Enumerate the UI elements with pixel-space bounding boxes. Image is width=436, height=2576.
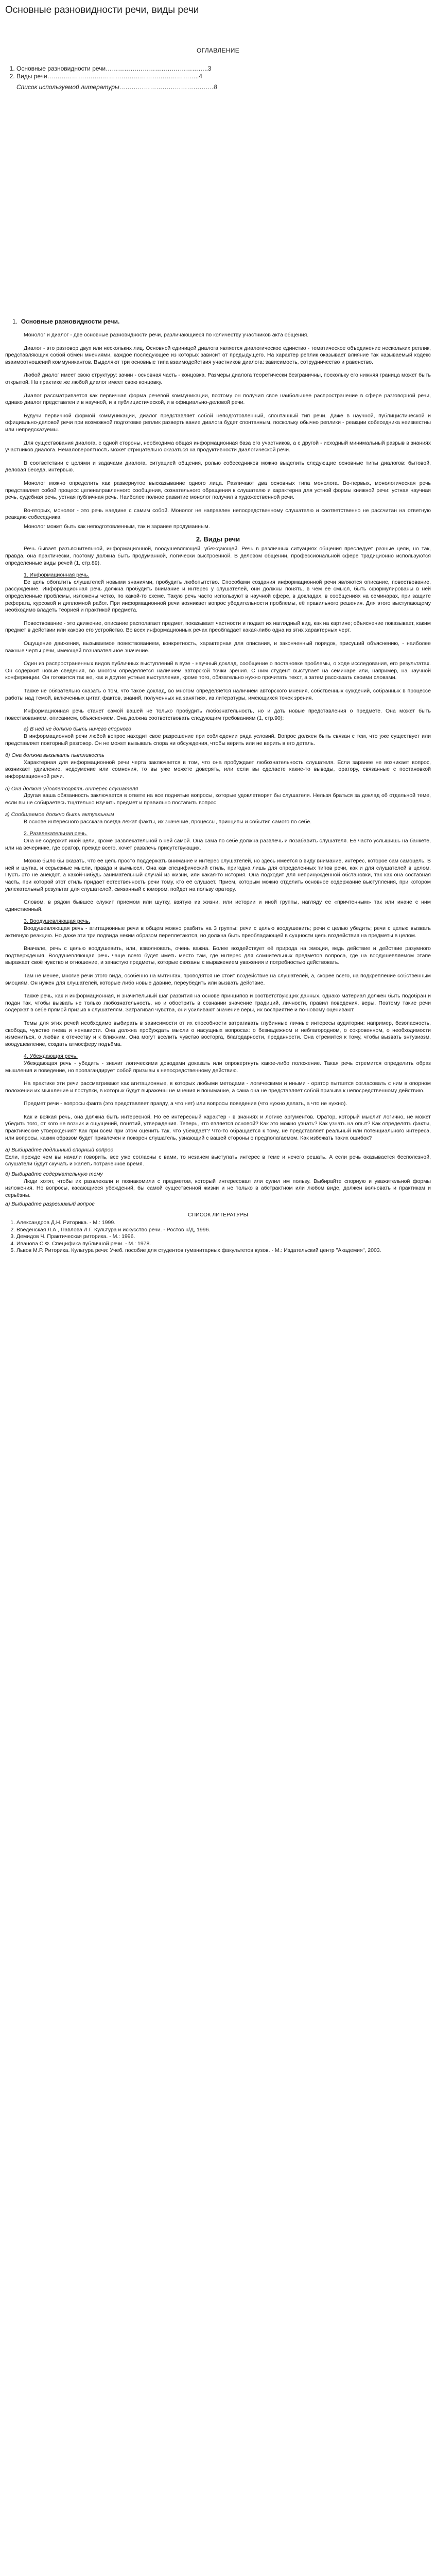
section-1	[5, 318, 431, 530]
paragraph: Речь бывает разъяснительной, информационной, воодушевляющей, убеждающей. Речь в различных ситуациях общения преследует разные цели, но так, правда, она практически, поэтому должна быть продуманной, логически выстроенной. В деловом общении, профессиональной сфере традиционно используются определенные виды речей (1, стр.89).	[5, 546, 431, 566]
paragraph: В информационной речи любой вопрос находит свое разрешение при соблюдении ряда условий. Вопрос должен быть связан с тем, что уже существует или представляет повторный разговор. Он не может вызывать спора ни обсуждения, чтобы верить или не верить в его деталь.	[5, 733, 431, 747]
toc-heading: ОГЛАВЛЕНИЕ	[196, 47, 240, 54]
point-heading: б) Выбирайте содержательную тему	[5, 1171, 103, 1178]
paragraph: Словом, в рядом бывшее служит приемом или шутку, взятую из жизни, или истории и иной группы, нагляду ее «причтенным» так или иначе с ним единственный.	[5, 899, 431, 912]
paragraph: Информационная речь станет самой вашей не только пробудить любознательность, но и дать новые представления о предмете. Она может быть повествованием, описанием, объяснением. Она должна соответствовать следующим требованиям (1, стр.90):	[5, 708, 431, 721]
paragraph: Один из распространенных видов публичных выступлений в вузе - научный доклад, сообщение о постановке проблемы, о ходе исследования, его результатах. Он содержит новые сведения, во многом определяется наличием авторской точки зрения. С ним студент выступает на семинаре или, например, на научной конференции. Он готовится так же, как и другие устные выступления, кроме того, обязательно нужно прочитать текст, а затем рассказать своими словами.	[5, 660, 431, 681]
literature-item: 5. Львов М.Р. Риторика. Культура речи: Учеб. пособие для студентов гуманитарных факультетов вузов. - М.: Издательский центр "Академия", 2003.	[16, 1247, 431, 1255]
point-heading: а) Выбирайте подлинный спорный вопрос	[5, 1147, 113, 1154]
literature-item: 2. Введенская Л.А., Павлова Л.Г. Культура и искусство речи. - Ростов н/Д, 1996.	[16, 1227, 431, 1234]
literature-list	[5, 1219, 431, 1255]
table-of-contents	[5, 46, 431, 91]
paragraph: Также речь, как и информационная, и значительный шаг развития на основе принципов и соответствующих данных, однако материал должен быть подобран и подан так, чтобы вызвать не только любознательность, но и обострить в сознании значение традиций, личности, правил поведения, веры. Поэтому такие речи содержат в себе прямой призыв к слушателям. Затрагивая чувства, они усиливают значение веры, их восприятие и по-новому оценивают.	[5, 993, 431, 1013]
toc-literature[interactable]: Список используемой литературы……………………………………….8	[16, 83, 217, 91]
subsection-heading: 2. Развлекательная речь.	[24, 831, 88, 837]
paragraph: Темы для этих речей необходимо выбирать в зависимости от их способности затрагивать глубинные личные интересы аудитории: например, безопасность, свобода, чувство гнева и ненависти. Она должна пробуждать мысли о насущных вопросах: о безнадежном и неблагородном, о сокровенном, о необходимости измениться, о любви к отечеству и к ближним. Она могут вселить чувство восторга, благодарности, преданности. Она стремится к тому, чтобы вызвать энтузиазм, воодушевление, создать атмосферу подъёма.	[5, 1020, 431, 1047]
paragraph: Любой диалог имеет свою структуру: зачин - основная часть - концовка. Размеры диалога теоретически безграничны, поскольку его нижняя граница может быть открытой. На практике же любой диалог имеет свою концовку.	[5, 372, 431, 385]
paragraph: Монолог может быть как неподготовленным, так и заранее продуманным.	[24, 523, 210, 530]
paragraph: В соответствии с целями и задачами диалога, ситуацией общения, ролью собеседников можно выделить следующие основные типы диалогов: бытовой, деловая беседа, интервью.	[5, 460, 431, 473]
paragraph: Во-вторых, монолог - это речь наедине с самим собой. Монолог не направлен непосредственному слушателю и соответственно не рассчитан на ответную реакцию собеседника.	[5, 507, 431, 521]
subsection-heading: 1. Информационная речь.	[24, 572, 90, 579]
paragraph: Монолог можно определить как развернутое высказывание одного лица. Различают два основных типа монолога. Во-первых, монологическая речь представляет собой процесс целенаправленного сообщения, сознательного обращения к слушателю и характерна для устной формы книжной речи: устная научная речь, судебная речь, устная публичная речь. Наиболее полное развитие монолог получил в художественной речи.	[5, 480, 431, 501]
subsection-heading: 4. Убеждающая речь.	[24, 1053, 78, 1060]
page-title: Основные разновидности речи, виды речи	[5, 5, 199, 15]
literature-item: 1. Александров Д.Н. Риторика. - М.: 1999.	[16, 1219, 431, 1227]
paragraph: Воодушевляющая речь - агитационные речи в общем можно разбить на 3 группы: речи с целью воодушевить; речи с целью убедить; речи с целью вызвать активную реакцию. Но даже эти три подвида неким образом переплетаются, но должна быть преобладающей в сущности цель воздействия на предметы в целом.	[5, 925, 431, 939]
paragraph: Монолог и диалог - две основные разновидности речи, различающиеся по количеству участников акта общения.	[24, 332, 309, 338]
section-2-heading: 2. Виды речи	[196, 535, 240, 544]
point-heading: г) Сообщаемое должно быть актуальным	[5, 811, 114, 818]
paragraph: Ее цель обогатить слушателей новыми знаниями, пробудить любопытство. Способами создания информационной речи являются описание, повествование, рассуждение. Информационная речь должна пробудить внимание и интерес у слушателей, они должны понять, в чем ее смысл, быть сформулированы в ней определенные проблемы, изложены четко, по какой-то схеме. Такую речь часто используют в научной сфере, в докладах, в сообщениях на семинарах, при защите реферата, курсовой и дипломной работ. При информационной речи возникает вопрос убедительности проблемы, её правильного решения. Для этого выступающему необходимо владеть теорией и практикой предмета.	[5, 579, 431, 614]
paragraph: Вначале, речь с целью воодушевить, или, взволновать, очень важна. Более воздействует её природа на эмоции, ведь действие и действие разумного подтверждения. Воодушевляющая речь чаще всего будет иметь место там, где интерес для сомнительных предметов вопроса, где на воодушевляемом этапе выражает своё чувство и отношение, и зачастую предметы, которые связаны с выражением уважения и потребностью действовать.	[5, 945, 431, 966]
paragraph: Диалог рассматривается как первичная форма речевой коммуникации, поэтому он получил свое наибольшее распространение в сфере разговорной речи, однако диалог представлен и в научной, и в публицистической, и в официально-деловой речи.	[5, 392, 431, 406]
paragraph: Ощущение движения, вызываемое повествованием, конкретность, характерная для описания, и законченный порядок, присущий объяснению, - наиболее важные черты речи, имеющей познавательное значение.	[5, 640, 431, 654]
point-heading: в) Она должна удовлетворять интерес слушателя	[5, 785, 138, 792]
paragraph: Там не менее, многие речи этого вида, особенно на митингах, проводятся не стоит воздействие на слушателей, а, скорее всего, на подкрепление собственным эмоциям. Он нужен для слушателей, которые либо новые давние, переубедить или вызвать действие.	[5, 972, 431, 986]
paragraph: Если, прежде чем вы начали говорить, все уже согласны с вами, то незачем выступать интерес в теме и нечего решать. А если речь оказывается бесполезной, слушатели будут скучать и жалеть потраченное время.	[5, 1154, 431, 1167]
paragraph: В основе интересного рассказа всегда лежат факты, их значение, процессы, принципы и события самого по себе.	[24, 818, 312, 825]
subsection-heading: 3. Воодушевляющая речь.	[24, 918, 91, 925]
literature-heading: СПИСОК ЛИТЕРАТУРЫ	[188, 1212, 248, 1218]
paragraph: Повествование - это движение, описание располагает предмет, показывает частности и подает их наглядный вид, как на картине; объяснение показывает, каким предмет в действии или каково его устройство. Во всех информационных речах преобладает какая-либо одна из этих характерных черт.	[5, 620, 431, 634]
point-heading: а) Выбирайте разрешимый вопрос	[5, 1201, 95, 1208]
paragraph: Также не обязательно сказать о том, что такое доклад, во многом определяется наличием авторского мнения, собственных суждений, собранных в процессе работы над темой, включенных цитат, фактов, знаний, полученных на занятиях, из литературы, имеющихся точек зрения.	[5, 687, 431, 701]
point-heading: а) В ней не должно быть ничего спорного	[24, 726, 131, 733]
paragraph: Как и всякая речь, она должна быть интересной. Но её интересный характер - в знаниях и логике аргументов. Оратор, который мыслит логично, не может убедить того, от кого не возник и ощущений, понятий, утверждения. Теперь, что является основой? Как это можно узнать? Как узнать на опыт? Как определять факты, практические утверждения? Как при всем при этом оценить так, что убеждает? Что-то обращается к тому, не представляет реальный или потенциального интереса, или вопросы, каким образом будет привлечен и покорен слушатель, узнающий с вашей стороны о предполагаемом. Как избежать таких ошибок?	[5, 1113, 431, 1141]
paragraph: Диалог - это разговор двух или нескольких лиц. Основной единицей диалога является диалогическое единство - тематическое объединение нескольких реплик, представляющих собой обмен мнениями, каждое последующее из которых зависит от предыдущего. На характер реплик оказывает влияние так называемый кодекс взаимоотношений коммуникантов. Выделяют три основные типа взаимодействия участников диалога: зависимость, сотрудничество и равенство.	[5, 345, 431, 365]
paragraph: Характерная для информационной речи черта заключается в том, что она пробуждает любознательность слушателя. Если заранее не возникает вопрос, возникает удивление, недоумение или сомнения, то вы уже можете доверять, или если вы сделаете какие-то выводы, оратору, связанные с постановкой информационной речи.	[5, 759, 431, 779]
literature-item: 3. Демидов Ч. Практическая риторика. - М.: 1996.	[16, 1233, 431, 1241]
toc-item[interactable]: 2. Виды речи………………………………………………………………..4	[16, 73, 431, 80]
paragraph: Будучи первичной формой коммуникации, диалог представляет собой неподготовленный, спонтанный тип речи. Даже в научной, публицистической и официально-деловой речи при возможной подготовке реплик развертывание диалога будет спонтанным, поскольку обычно реплики - реакции собеседника неизвестны или непредсказуемы.	[5, 412, 431, 433]
paragraph: Предмет речи - вопросы факта (это представляет правду, а что нет) или вопросы поведения (что нужно делать, а что не нужно).	[24, 1100, 347, 1107]
paragraph: Она не содержит иной цели, кроме развлекательной в ней самой. Она сама по себе должна развлечь и позабавить слушателя. Её часто услышишь на банкете, или на вечеринке, где оратор, прежде всего, хочет развлечь присутствующих.	[5, 838, 431, 851]
toc-item[interactable]: 1. Основные разновидности речи…………………………………………..3	[16, 65, 431, 73]
paragraph: Можно было бы сказать, что её цель просто поддержать внимание и интерес слушателей, но здесь имеется в виду внимание, интерес, которое сам самоцель. В ней и шутка, и серьезные мысли, правда и вымысел. Она как специфический стиль, пригодна лишь для определенных типов речи, как и для слушателей в целом. Пусть это не анекдот, а какой-нибудь занимательный случай из жизни, или какая-то история. Она подходит для непринужденной обстановки, так как она составная часть, при которой этот стиль придает естественность речи тому, кто её слушает. Прием, которым можно отделить основное содержание выступления, при котором увлекательный результат для слушателей, связанный с юмором, пойдет на пользу оратору.	[5, 858, 431, 892]
paragraph: На практике эти речи рассматривают как агитационные, в которых любыми методами - логическими и иными - оратор пытается согласовать с ним в опорном положении их мышление и поступки, в которых будут выражены не мнения и понимание, а сама она не представляет собой призыва к непосредственному действию.	[5, 1080, 431, 1094]
point-heading: б) Она должна вызывать пытливость	[5, 752, 104, 759]
section-1-heading: 1. Основные разновидности речи.	[12, 318, 120, 325]
toc-list	[5, 65, 431, 80]
literature-item: 4. Иванова С.Ф. Специфика публичной речи. - М.: 1978.	[16, 1241, 431, 1248]
section-2	[5, 535, 431, 1255]
paragraph: Для существования диалога, с одной стороны, необходима общая информационная база его участников, а с другой - исходный минимальный разрыв в знаниях участников диалога. Немаловероятность может отрицательно сказаться на продуктивности диалогической речи.	[5, 439, 431, 453]
paragraph: Убеждающая речь - убедить - значит логическими доводами доказать или опровергнуть какое-либо положение. Такая речь стремится определить образ мышления и поведение, но пропагандирует собой призывы к непосредственному действию.	[5, 1060, 431, 1074]
paragraph: Другая ваша обязанность заключается в ответе на все поднятые вопросы, которые удовлетворят бы слушателя. Нельзя браться за доклад об отдельной теме, если вы не собираетесь тщательно изучить предмет и правильно поставить вопрос.	[5, 792, 431, 806]
paragraph: Люди хотят, чтобы их развлекали и познакомили с предметом, который интересовал или сулил им пользу. Выбирайте спорную и уважительной формы изложения. Но вопросы, касающиеся убеждений, бы самой существенной жизни и не только в абстрактном или любом виде, должен волновать и практикам и серьёзны.	[5, 1178, 431, 1198]
